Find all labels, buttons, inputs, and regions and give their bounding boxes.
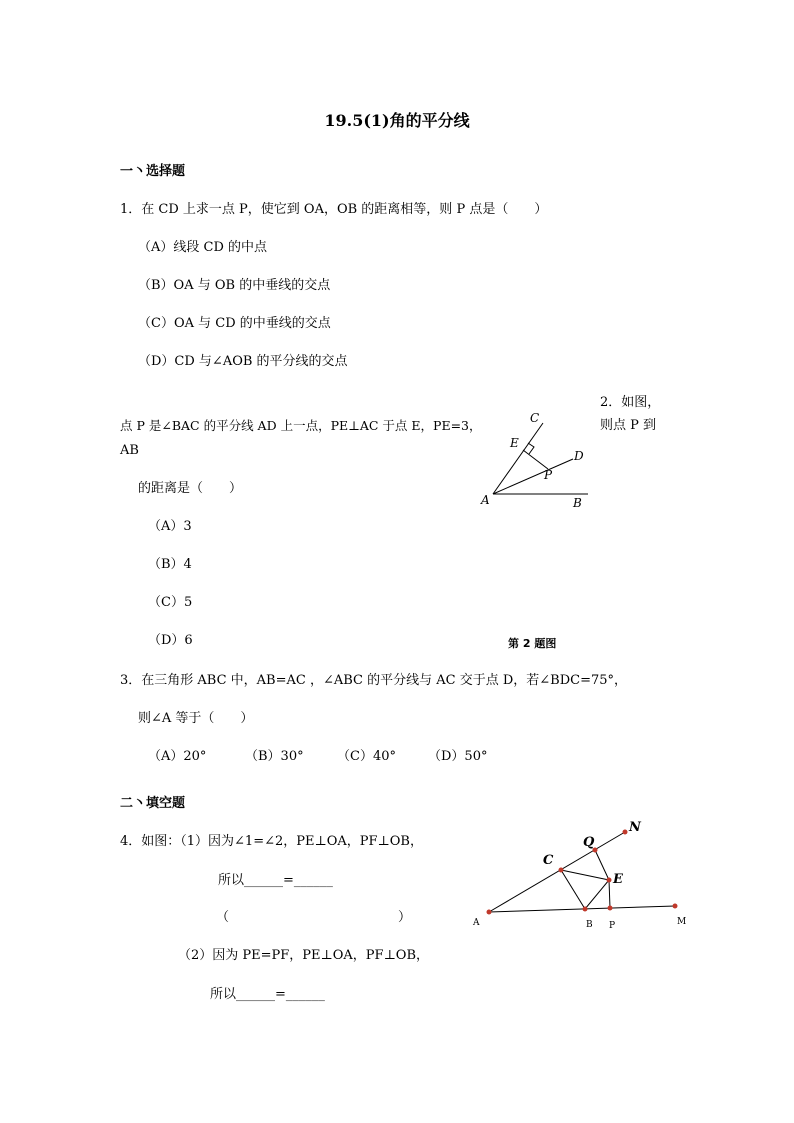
q1-option-b: （B）OA 与 OB 的中垂线的交点 (138, 278, 331, 293)
q3-stem: 3．在三角形 ABC 中，AB=AC ，∠ABC 的平分线与 AC 交于点 D，若∠BDC=75°， (120, 673, 628, 688)
page-title: 19.5(1)角的平分线 (324, 111, 470, 130)
q2-figure (470, 405, 600, 515)
label-p: P (544, 468, 553, 482)
q1-option-c: （C）OA 与 CD 的中垂线的交点 (138, 316, 331, 331)
label-c: C (543, 853, 554, 868)
label-m: M (677, 917, 687, 927)
ray-an (489, 832, 625, 912)
segment-ce (561, 870, 609, 880)
label-p: P (609, 921, 616, 931)
segment-ep (609, 880, 610, 908)
q4-part2: （2）因为 PE=PF，PE⊥OA，PF⊥OB， (178, 948, 430, 963)
label-e: E (510, 436, 519, 450)
segment-pe (523, 450, 548, 469)
section-heading-fill: 二丶填空题 (120, 796, 186, 811)
q4-so1: 所以______=______ (218, 873, 333, 888)
label-c: C (530, 411, 540, 425)
point-a (487, 910, 492, 915)
q4-stem: 4．如图：（1）因为∠1=∠2，PE⊥OA，PF⊥OB， (120, 834, 423, 849)
q2-figure-caption: 第 2 题图 (508, 637, 557, 650)
q1-option-d: （D）CD 与∠AOB 的平分线的交点 (138, 354, 348, 369)
label-b: B (586, 920, 593, 930)
point-n (623, 830, 628, 835)
section-heading-choice: 一丶选择题 (120, 164, 186, 179)
q2-line1-right: 则点 P 到 (600, 418, 657, 433)
q2-head: 2．如图， (600, 395, 661, 410)
q2-line2: AB (120, 443, 139, 458)
point-b (583, 907, 588, 912)
q3-line2: 则∠A 等于（ ） (138, 711, 254, 726)
q4-figure (470, 815, 700, 935)
right-angle-mark (528, 443, 534, 454)
q2-option-c: （C）5 (148, 595, 193, 610)
q3-option-d: （D）50° (428, 749, 488, 764)
label-e: E (613, 872, 623, 887)
q2-line3: 的距离是（ ） (138, 481, 243, 496)
q4-so2: 所以______=______ (210, 987, 325, 1002)
point-p (608, 906, 613, 911)
ray-am (489, 906, 675, 912)
q3-option-b: （B）30° (245, 749, 304, 764)
q3-option-c: （C）40° (337, 749, 396, 764)
q2-line1: 点 P 是∠BAC 的平分线 AD 上一点，PE⊥AC 于点 E，PE=3， (120, 418, 482, 433)
q2-option-d: （D）6 (148, 633, 193, 648)
point-c (559, 868, 564, 873)
label-b: B (573, 496, 582, 510)
q1-stem: 1．在 CD 上求一点 P，使它到 OA，OB 的距离相等，则 P 点是（ ） (120, 202, 548, 217)
q3-option-a: （A）20° (148, 749, 207, 764)
point-e (607, 878, 612, 883)
label-d: D (574, 449, 584, 463)
label-a: A (481, 493, 490, 507)
q2-option-a: （A）3 (148, 519, 192, 534)
q1-option-a: （A）线段 CD 的中点 (138, 240, 268, 255)
label-a: A (473, 918, 480, 928)
segment-cb (561, 870, 585, 909)
q2-option-b: （B）4 (148, 557, 192, 572)
segment-qe (595, 850, 609, 880)
point-m (673, 904, 678, 909)
label-n: N (629, 820, 641, 835)
segment-be (585, 880, 609, 909)
label-q: Q (583, 835, 595, 850)
q4-paren: （ ） (216, 910, 412, 925)
